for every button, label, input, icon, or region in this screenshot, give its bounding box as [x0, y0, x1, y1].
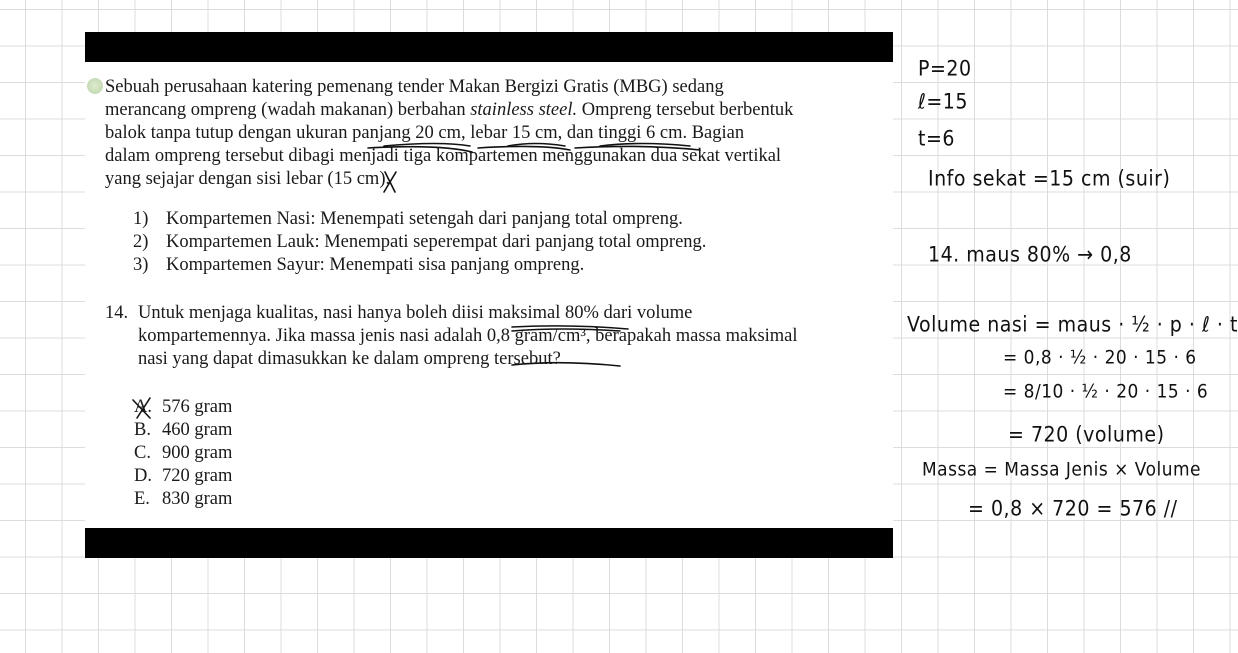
option-text: 460 gram	[162, 420, 233, 440]
question-document	[85, 62, 893, 528]
note-info-sekat: Info sekat =15 cm (suir)	[928, 166, 1171, 192]
list-number: 2)	[133, 232, 149, 252]
list-item	[133, 231, 706, 254]
option-c[interactable]	[134, 442, 232, 465]
list-item	[133, 254, 706, 277]
option-letter: B.	[134, 420, 151, 440]
italic-term: stainless steel.	[470, 100, 578, 120]
sticker-icon	[87, 78, 103, 94]
list-item	[133, 208, 706, 231]
question-line: kompartemennya. Jika massa jenis nasi adalah 0,8 gram/cm³, berapakah massa maksimal	[138, 326, 798, 346]
note-volume-3: = 8/10 · ½ · 20 · 15 · 6	[1003, 381, 1209, 403]
intro-line	[105, 99, 793, 122]
note-volume-1: Volume nasi = maus · ½ · p · ℓ · t	[907, 312, 1238, 338]
intro-line: yang sejajar dengan sisi lebar (15 cm).	[105, 169, 391, 189]
bottom-black-bar	[85, 528, 893, 558]
option-e[interactable]	[134, 488, 232, 511]
note-q14: 14. maus 80% → 0,8	[928, 242, 1132, 268]
question-14	[105, 302, 798, 371]
option-a[interactable]	[134, 396, 232, 419]
answer-options	[134, 396, 232, 511]
note-p: P=20	[918, 56, 972, 82]
intro-line: dalam ompreng tersebut dibagi menjadi tiga kompartemen menggunakan dua sekat vertikal	[105, 146, 782, 166]
note-volume-4: = 720 (volume)	[1008, 422, 1165, 448]
list-text: Kompartemen Nasi: Menempati setengah dari panjang total ompreng.	[166, 209, 683, 229]
question-text: Untuk menjaga kualitas, nasi hanya boleh diisi maksimal 80% dari volume	[138, 303, 693, 323]
list-number: 1)	[133, 209, 149, 229]
option-text: 830 gram	[162, 489, 233, 509]
option-letter: C.	[134, 443, 151, 463]
intro-line: Sebuah perusahaan katering pemenang tender Makan Bergizi Gratis (MBG) sedang	[105, 77, 724, 97]
option-letter: D.	[134, 466, 152, 486]
note-t: t=6	[918, 126, 955, 152]
question-line	[105, 302, 798, 325]
question-number: 14.	[105, 303, 129, 323]
intro-paragraph	[105, 76, 793, 191]
intro-line: balok tanpa tutup dengan ukuran panjang 20 cm, lebar 15 cm, dan tinggi 6 cm. Bagian	[105, 123, 745, 143]
option-d[interactable]	[134, 465, 232, 488]
text: Ompreng tersebut berbentuk	[577, 100, 794, 120]
question-line: nasi yang dapat dimasukkan ke dalam ompreng tersebut?	[138, 349, 561, 369]
option-b[interactable]	[134, 419, 232, 442]
option-letter: E.	[134, 489, 150, 509]
compartment-list	[133, 208, 706, 277]
option-text: 720 gram	[162, 466, 233, 486]
note-volume-2: = 0,8 · ½ · 20 · 15 · 6	[1003, 347, 1197, 369]
note-massa-2: = 0,8 × 720 = 576 //	[968, 496, 1178, 522]
list-number: 3)	[133, 255, 149, 275]
text: merancang ompreng (wadah makanan) berbahan	[105, 100, 471, 120]
option-text: 576 gram	[162, 397, 233, 417]
note-l: ℓ=15	[918, 89, 968, 115]
option-text: 900 gram	[162, 443, 233, 463]
option-letter: A.	[134, 397, 152, 417]
note-massa-1: Massa = Massa Jenis × Volume	[922, 459, 1201, 481]
top-black-bar	[85, 32, 893, 62]
list-text: Kompartemen Sayur: Menempati sisa panjang ompreng.	[166, 255, 585, 275]
list-text: Kompartemen Lauk: Menempati seperempat dari panjang total ompreng.	[166, 232, 707, 252]
